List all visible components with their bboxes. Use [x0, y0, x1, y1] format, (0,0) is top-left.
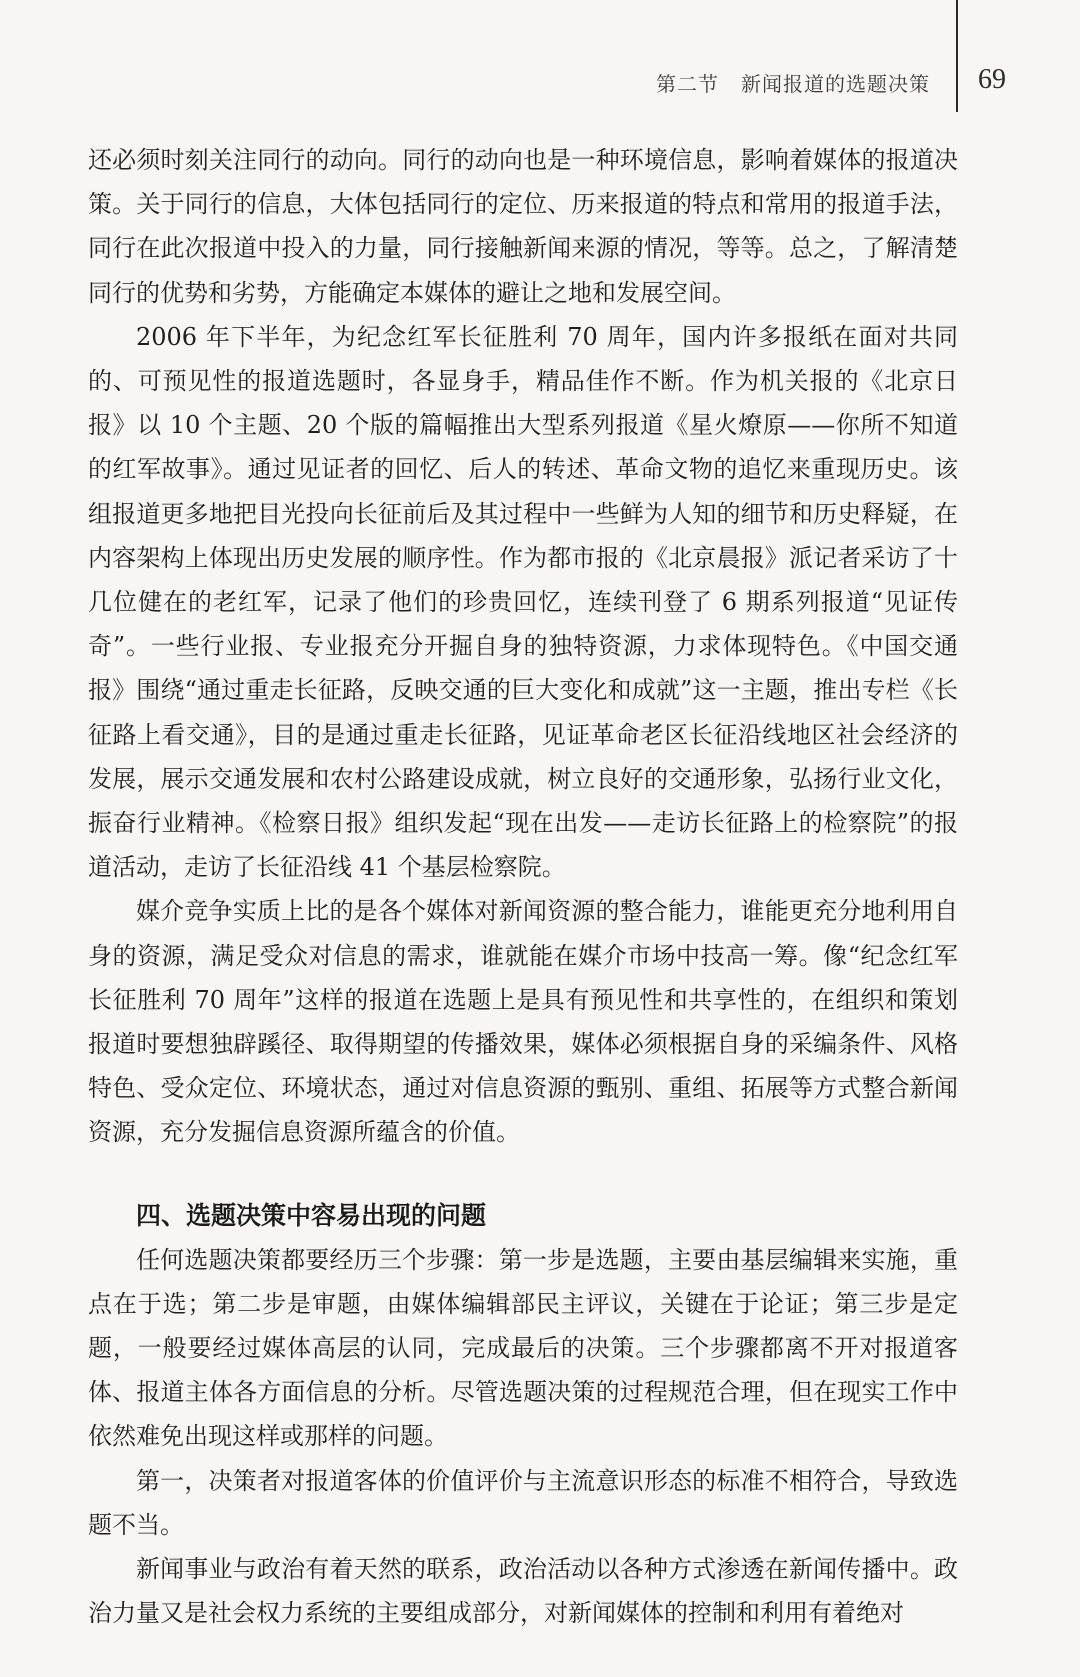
running-header: [656, 68, 930, 97]
page-number: 69: [978, 64, 1006, 95]
page-body: [88, 138, 958, 1636]
header-title: 新闻报道的选题决策: [741, 72, 930, 96]
paragraph-long-march-coverage: 2006 年下半年，为纪念红军长征胜利 70 周年，国内许多报纸在面对共同的、可预见性的报道选题时，各显身手，精品佳作不断。作为机关报的《北京日报》以 10 个主题、20 个版的篇幅推出大型系列报道《星火燎原——你所不知道的红军故事》。通过见证者的回忆、后人的转述、革命文物的追忆来重现历史。该组报道更多地把目光投向长征前后及其过程中一些鲜为人知的细节和历史释疑，在内容架构上体现出历史发展的顺序性。作为都市报的《北京晨报》派记者采访了十几位健在的老红军，记录了他们的珍贵回忆，连续刊登了 6 期系列报道“见证传奇”。一些行业报、专业报充分开掘自身的独特资源，力求体现特色。《中国交通报》围绕“通过重走长征路，反映交通的巨大变化和成就”这一主题，推出专栏《长征路上看交通》，目的是通过重走长征路，见证革命老区长征沿线地区社会经济的发展，展示交通发展和农村公路建设成就，树立良好的交通形象，弘扬行业文化，振奋行业精神。《检察日报》组织发起“现在出发——走访长征路上的检察院”的报道活动，走访了长征沿线 41 个基层检察院。: [88, 322, 958, 882]
header-section: 第二节: [656, 72, 719, 96]
section-heading: 四、选题决策中容易出现的问题: [136, 1200, 487, 1230]
paragraph-media-competition: 媒介竞争实质上比的是各个媒体对新闻资源的整合能力，谁能更充分地利用自身的资源，满足受众对信息的需求，谁就能在媒介市场中技高一筹。像“纪念红军长征胜利 70 周年”这样的报道在选题上是具有预见性和共享性的，在组织和策划报道时要想独辟蹊径、取得期望的传播效果，媒体必须根据自身的采编条件、风格特色、受众定位、环境状态，通过对信息资源的甄别、重组、拓展等方式整合新闻资源，充分发掘信息资源所蕴含的价值。: [88, 897, 958, 1147]
paragraph-continued: 还必须时刻关注同行的动向。同行的动向也是一种环境信息，影响着媒体的报道决策。关于同行的信息，大体包括同行的定位、历来报道的特点和常用的报道手法，同行在此次报道中投入的力量，同行接触新闻来源的情况，等等。总之，了解清楚同行的优势和劣势，方能确定本媒体的避让之地和发展空间。: [88, 146, 958, 307]
header-divider: [956, 0, 958, 112]
paragraph-decision-steps: 任何选题决策都要经历三个步骤：第一步是选题，主要由基层编辑来实施，重点在于选；第二步是审题，由媒体编辑部民主评议，关键在于论证；第三步是定题，一般要经过媒体高层的认同，完成最后的决策。三个步骤都离不开对报道客体、报道主体各方面信息的分析。尽管选题决策的过程规范合理，但在现实工作中依然难免出现这样或那样的问题。: [88, 1245, 958, 1451]
paragraph-first-problem: 第一，决策者对报道客体的价值评价与主流意识形态的标准不相符合，导致选题不当。: [88, 1466, 958, 1539]
paragraph-news-and-politics: 新闻事业与政治有着天然的联系，政治活动以各种方式渗透在新闻传播中。政治力量又是社会权力系统的主要组成部分，对新闻媒体的控制和利用有着绝对: [88, 1555, 958, 1628]
